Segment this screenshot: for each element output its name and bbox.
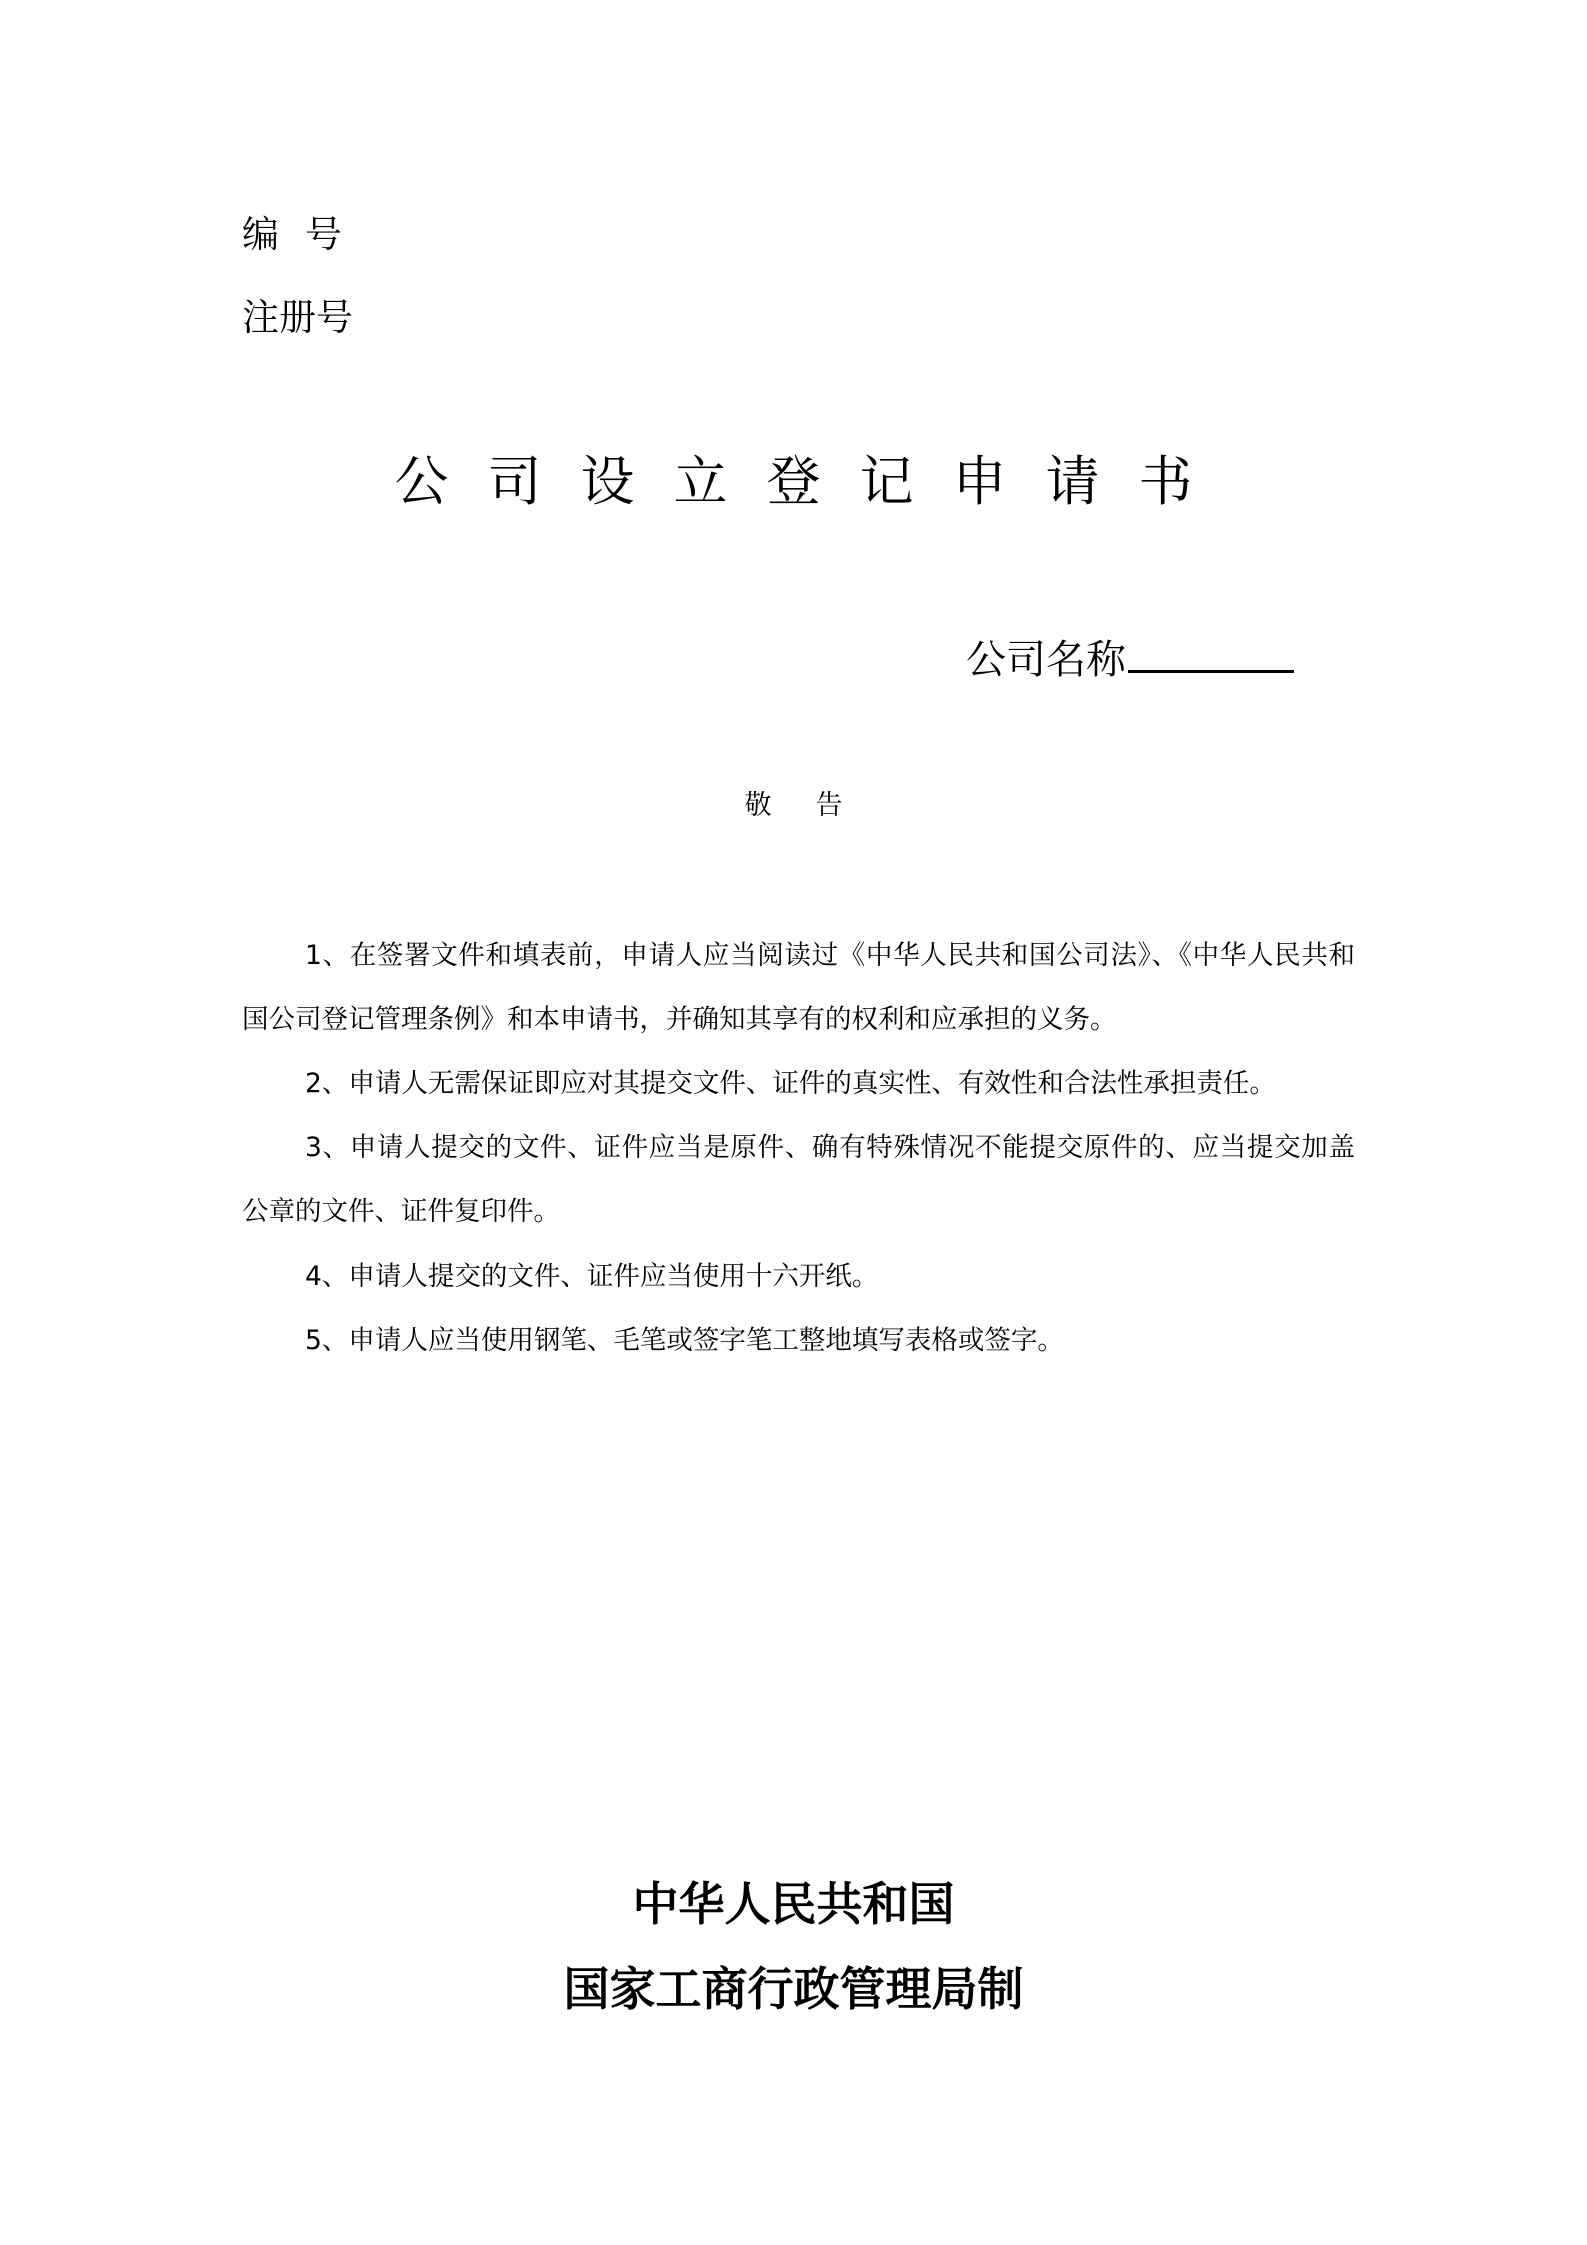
notice-item-2: 2、申请人无需保证即应对其提交文件、证件的真实性、有效性和合法性承担责任。 [305, 1068, 1276, 1099]
serial-label-char-2: 号 [305, 213, 342, 256]
issuer-authority: 国家工商行政管理局制 [563, 1962, 1024, 2016]
notice-item-1: 1、在签署文件和填表前，申请人应当阅读过《中华人民共和国公司法》、《中华人民共和国公司登记管理条例》和本申请书，并确知其享有的权利和应承担的义务。 [242, 940, 1355, 1035]
notice-item-3: 3、申请人提交的文件、证件应当是原件、确有特殊情况不能提交原件的、应当提交加盖公章的文件、证件复印件。 [242, 1132, 1355, 1227]
notice-item-5: 5、申请人应当使用钢笔、毛笔或签字笔工整地填写表格或签字。 [305, 1325, 1064, 1356]
serial-number-label [242, 213, 342, 256]
document-title: 公司设立登记申请书 [394, 450, 1232, 513]
company-name-label: 公司名称 [966, 637, 1126, 683]
registration-number-label: 注册号 [242, 296, 353, 339]
notice-item-4: 4、申请人提交的文件、证件应当使用十六开纸。 [305, 1261, 879, 1292]
issuer-country: 中华人民共和国 [632, 1877, 955, 1931]
company-name-field [966, 634, 1294, 683]
company-name-blank[interactable] [1128, 634, 1294, 673]
notice-heading [0, 792, 1587, 819]
notice-heading-char-2: 告 [815, 790, 843, 821]
serial-label-char-1: 编 [242, 213, 279, 256]
notice-heading-char-1: 敬 [744, 790, 772, 821]
